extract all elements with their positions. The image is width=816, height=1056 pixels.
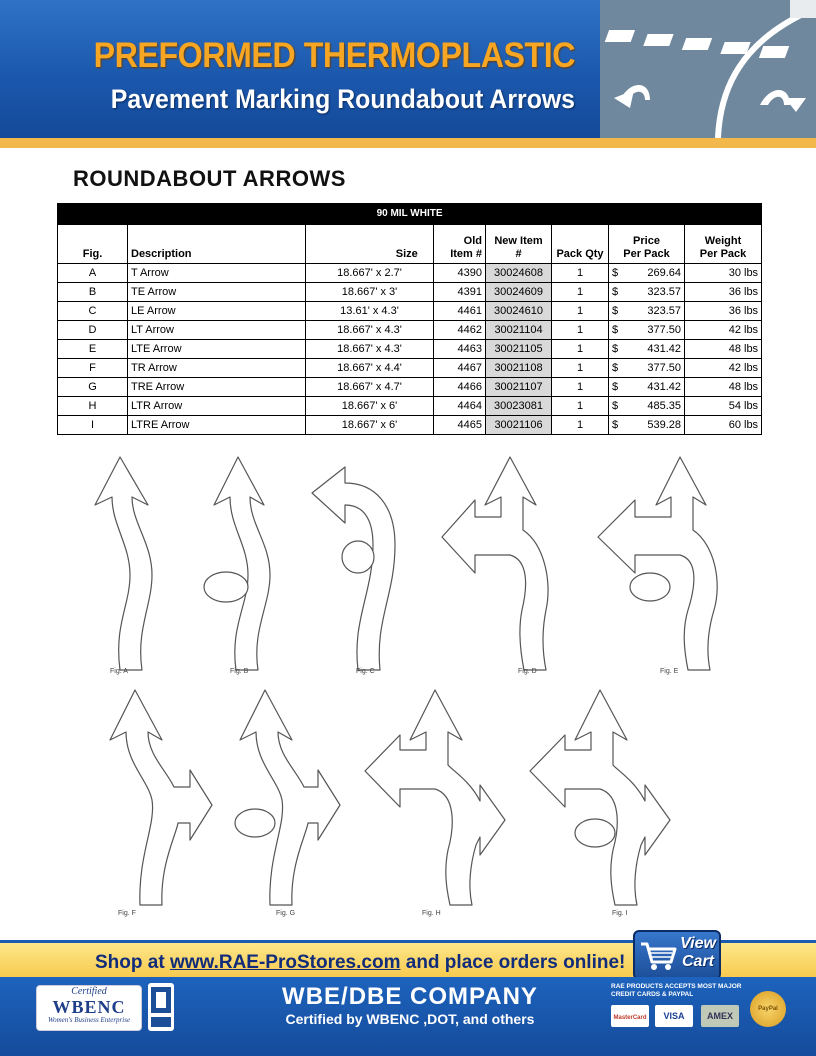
row-description: LE Arrow: [128, 302, 306, 321]
row-fig: A: [58, 264, 128, 283]
row-fig: G: [58, 378, 128, 397]
wbenc-certified: Certified: [71, 986, 107, 997]
wbenc-name: WBENC: [52, 997, 126, 1017]
row-price-value: 323.57: [647, 305, 681, 317]
wbenc-logo: [36, 985, 142, 1031]
row-currency: $: [612, 400, 619, 412]
arrow-fig-e: [598, 457, 717, 670]
table-banner: 90 MIL WHITE: [58, 204, 762, 225]
amex-card-icon: AMEX: [701, 1005, 739, 1027]
mastercard-label: MasterCard: [613, 1015, 647, 1021]
arrow-fig-h: [365, 690, 505, 905]
col-old-item-2: Item #: [450, 248, 482, 260]
col-size-label: Size: [395, 248, 418, 260]
arrow-fig-d: [442, 457, 548, 670]
row-size: 18.667' x 6': [306, 397, 434, 416]
row-size: 18.667' x 4.7': [306, 378, 434, 397]
row-price: [609, 359, 685, 378]
ellipse-fig-b: [204, 572, 248, 602]
arrow-figures: [90, 445, 730, 925]
table-row: [58, 378, 762, 397]
row-fig: E: [58, 340, 128, 359]
row-weight: 36 lbs: [685, 302, 762, 321]
row-price-value: 377.50: [647, 362, 681, 374]
row-weight: 60 lbs: [685, 416, 762, 435]
row-new-item: 30021104: [486, 321, 552, 340]
row-price: [609, 378, 685, 397]
row-price: [609, 283, 685, 302]
row-old-item: 4467: [434, 359, 486, 378]
row-fig: H: [58, 397, 128, 416]
row-pack-qty: 1: [552, 264, 609, 283]
row-description: TRE Arrow: [128, 378, 306, 397]
row-size: 18.667' x 4.4': [306, 359, 434, 378]
mastercard-icon: [611, 1005, 649, 1027]
row-weight: 48 lbs: [685, 378, 762, 397]
row-price: [609, 416, 685, 435]
col-old-item-1: Old: [463, 235, 482, 247]
col-price-1: Price: [633, 235, 660, 247]
page-header: [0, 0, 816, 138]
row-price: [609, 264, 685, 283]
bbb-seal-graphic: [148, 983, 174, 1031]
arrow-figures-drawing: [90, 445, 730, 925]
arrow-fig-i: [530, 690, 670, 905]
ellipse-fig-i: [575, 819, 615, 847]
fig-label-f: Fig. F: [118, 910, 136, 917]
col-new-item-2: #: [515, 248, 522, 260]
row-weight: 36 lbs: [685, 283, 762, 302]
col-pack-qty: Pack Qty: [552, 225, 609, 264]
row-size: 18.667' x 2.7': [306, 264, 434, 283]
row-size: 18.667' x 4.3': [306, 321, 434, 340]
table-row: [58, 264, 762, 283]
table-row: [58, 302, 762, 321]
row-price-value: 269.64: [647, 267, 681, 279]
row-old-item: 4391: [434, 283, 486, 302]
row-size: 13.61' x 4.3': [306, 302, 434, 321]
row-currency: $: [612, 362, 619, 374]
shop-suffix: and place orders online!: [400, 952, 626, 973]
row-pack-qty: 1: [552, 359, 609, 378]
company-designation: WBE/DBE COMPANY: [282, 983, 538, 1010]
row-price: [609, 340, 685, 359]
bbb-accredited-icon: [148, 983, 174, 1031]
row-description: LTRE Arrow: [128, 416, 306, 435]
table-row: [58, 283, 762, 302]
row-description: LT Arrow: [128, 321, 306, 340]
ellipse-fig-e: [630, 573, 670, 601]
arrow-fig-b: [214, 457, 270, 670]
product-table: [57, 203, 762, 435]
col-new-item-1: New Item: [494, 235, 543, 247]
row-new-item: 30021106: [486, 416, 552, 435]
col-fig: Fig.: [58, 225, 128, 264]
header-title-main: PREFORMED THERMOPLASTIC: [93, 36, 575, 75]
row-new-item: 30024610: [486, 302, 552, 321]
row-fig: I: [58, 416, 128, 435]
row-price: [609, 321, 685, 340]
visa-card-icon: VISA: [655, 1005, 693, 1027]
row-fig: B: [58, 283, 128, 302]
road-photo-graphic: [600, 0, 816, 138]
fig-label-i: Fig. I: [612, 910, 628, 917]
certification-line: Certified by WBENC ,DOT, and others: [285, 1011, 535, 1027]
row-price-value: 431.42: [647, 343, 681, 355]
row-old-item: 4465: [434, 416, 486, 435]
row-description: LTR Arrow: [128, 397, 306, 416]
row-size: 18.667' x 3': [306, 283, 434, 302]
row-pack-qty: 1: [552, 321, 609, 340]
page-footer: [0, 977, 816, 1056]
row-weight: 48 lbs: [685, 340, 762, 359]
row-new-item: 30023081: [486, 397, 552, 416]
row-old-item: 4462: [434, 321, 486, 340]
row-old-item: 4390: [434, 264, 486, 283]
fig-label-c: Fig. C: [356, 668, 375, 675]
paypal-seal-icon: PayPal: [750, 991, 786, 1027]
row-fig: D: [58, 321, 128, 340]
row-fig: F: [58, 359, 128, 378]
col-new-item: [486, 225, 552, 264]
row-price-value: 539.28: [647, 419, 681, 431]
table-row: [58, 397, 762, 416]
shop-prefix: Shop at: [95, 952, 170, 973]
fig-label-b: Fig. B: [230, 668, 249, 675]
col-price-2: Per Pack: [623, 248, 670, 260]
row-size: 18.667' x 4.3': [306, 340, 434, 359]
table-row: [58, 416, 762, 435]
view-cart-label: [679, 935, 717, 971]
row-price-value: 485.35: [647, 400, 681, 412]
col-price: [609, 225, 685, 264]
row-new-item: 30021108: [486, 359, 552, 378]
row-new-item: 30024609: [486, 283, 552, 302]
header-title-sub: Pavement Marking Roundabout Arrows: [110, 84, 576, 114]
row-pack-qty: 1: [552, 340, 609, 359]
row-currency: $: [612, 419, 619, 431]
row-currency: $: [612, 286, 619, 298]
fig-label-g: Fig. G: [276, 910, 296, 917]
row-old-item: 4466: [434, 378, 486, 397]
fig-label-d: Fig. D: [518, 668, 537, 675]
col-description: Description: [128, 225, 306, 264]
row-description: T Arrow: [128, 264, 306, 283]
row-price-value: 323.57: [647, 286, 681, 298]
arrow-fig-a: [95, 457, 152, 670]
row-pack-qty: 1: [552, 378, 609, 397]
row-currency: $: [612, 343, 619, 355]
row-size: 18.667' x 6': [306, 416, 434, 435]
col-weight-2: Per Pack: [699, 248, 747, 260]
row-new-item: 30021105: [486, 340, 552, 359]
shopping-cart-icon: [639, 940, 677, 972]
product-table-body: [58, 264, 762, 435]
section-title: ROUNDABOUT ARROWS: [73, 166, 346, 191]
row-description: TR Arrow: [128, 359, 306, 378]
wbenc-subtitle: Women's Business Enterprise: [47, 1016, 131, 1024]
col-weight-1: Weight: [704, 235, 742, 247]
col-size: [306, 225, 434, 264]
payment-note: RAE PRODUCTS ACCEPTS MOST MAJOR CREDIT CARDS & PAYPAL: [611, 983, 742, 998]
shop-online-text: [95, 952, 625, 974]
row-pack-qty: 1: [552, 416, 609, 435]
table-row: [58, 359, 762, 378]
arrow-fig-g: [240, 690, 340, 905]
row-price: [609, 302, 685, 321]
fig-label-h: Fig. H: [422, 910, 441, 917]
row-pack-qty: 1: [552, 302, 609, 321]
row-price-value: 377.50: [647, 324, 681, 336]
row-weight: 42 lbs: [685, 321, 762, 340]
store-link[interactable]: www.RAE-ProStores.com: [169, 952, 401, 973]
ellipse-fig-g: [235, 809, 275, 837]
view-cart-button[interactable]: [633, 930, 721, 980]
row-currency: $: [612, 267, 619, 279]
col-old-item: [434, 225, 486, 264]
row-price-value: 431.42: [647, 381, 681, 393]
row-currency: $: [612, 324, 619, 336]
row-new-item: 30021107: [486, 378, 552, 397]
row-old-item: 4461: [434, 302, 486, 321]
row-price: [609, 397, 685, 416]
row-pack-qty: 1: [552, 397, 609, 416]
row-weight: 42 lbs: [685, 359, 762, 378]
circle-fig-c: [342, 541, 374, 573]
row-fig: C: [58, 302, 128, 321]
row-weight: 54 lbs: [685, 397, 762, 416]
row-old-item: 4463: [434, 340, 486, 359]
row-pack-qty: 1: [552, 283, 609, 302]
row-new-item: 30024608: [486, 264, 552, 283]
col-weight: [685, 225, 762, 264]
view-cart-line1: View: [680, 935, 716, 952]
table-row: [58, 340, 762, 359]
header-accent-stripe: [0, 138, 816, 148]
row-description: LTE Arrow: [128, 340, 306, 359]
roundabout-road-photo: [600, 0, 816, 138]
row-currency: $: [612, 381, 619, 393]
fig-label-a: Fig. A: [110, 668, 128, 675]
row-currency: $: [612, 305, 619, 317]
view-cart-line2: Cart: [681, 953, 714, 970]
row-description: TE Arrow: [128, 283, 306, 302]
fig-label-e: Fig. E: [660, 668, 679, 675]
arrow-fig-f: [110, 690, 212, 905]
row-old-item: 4464: [434, 397, 486, 416]
table-row: [58, 321, 762, 340]
row-weight: 30 lbs: [685, 264, 762, 283]
